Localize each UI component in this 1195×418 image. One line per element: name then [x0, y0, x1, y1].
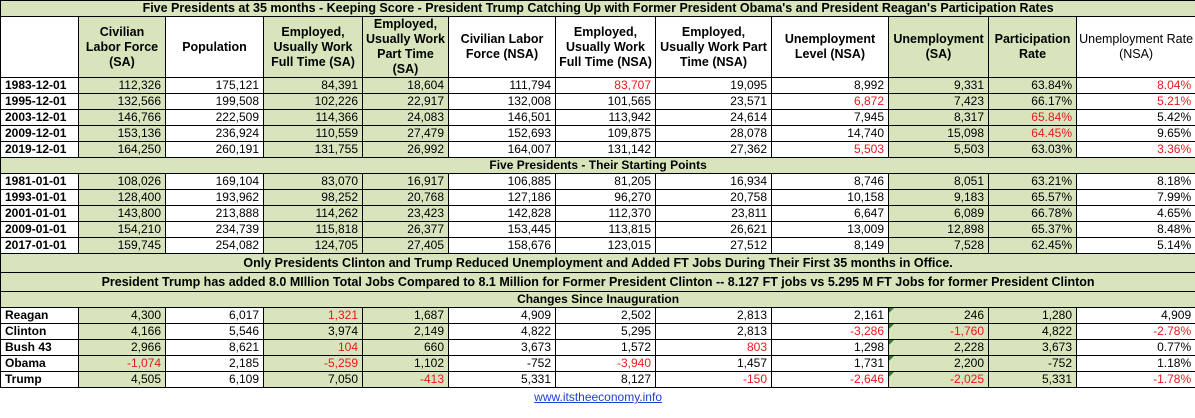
table-cell: 23,423 [363, 206, 449, 222]
table-cell: 236,924 [166, 126, 264, 142]
table-cell: 132,566 [79, 94, 166, 110]
table-cell: 128,400 [79, 190, 166, 206]
table-cell: 1,102 [363, 356, 449, 372]
table-cell: 8.18% [1077, 174, 1195, 190]
table-cell: 3.36% [1077, 142, 1195, 158]
table-cell: 5,546 [166, 324, 264, 340]
table-cell: 1.18% [1077, 356, 1195, 372]
table-cell: 0.77% [1077, 340, 1195, 356]
table-cell: 20,758 [656, 190, 772, 206]
table-row [1, 142, 1195, 158]
table-cell: 4.65% [1077, 206, 1195, 222]
table-cell: 6,647 [772, 206, 889, 222]
table-cell: 4,300 [79, 308, 166, 324]
table-cell: -1.78% [1077, 372, 1195, 388]
table-cell: 8,621 [166, 340, 264, 356]
table-cell: 1,731 [772, 356, 889, 372]
table-cell: 111,794 [449, 78, 556, 94]
table-cell: 131,755 [264, 142, 363, 158]
table-cell: 98,252 [264, 190, 363, 206]
table-cell: 6,017 [166, 308, 264, 324]
table-cell: 3,673 [989, 340, 1077, 356]
table-cell: 24,083 [363, 110, 449, 126]
row-label: 1983-12-01 [1, 78, 79, 94]
table-row [1, 356, 1195, 372]
table-cell: 8,051 [889, 174, 989, 190]
table-cell: -5,259 [264, 356, 363, 372]
table-cell: 109,875 [556, 126, 656, 142]
column-header: Employed, Usually Work Part Time (SA) [363, 17, 449, 78]
row-label: Trump [1, 372, 79, 388]
row-label: Obama [1, 356, 79, 372]
table-cell: 164,007 [449, 142, 556, 158]
column-header: Employed, Usually Work Full Time (SA) [264, 17, 363, 78]
header-blank [1, 17, 79, 78]
table-cell: 16,934 [656, 174, 772, 190]
column-header: Participation Rate [989, 17, 1077, 78]
table-cell: -1,074 [79, 356, 166, 372]
table-row [1, 110, 1195, 126]
table-cell: 115,818 [264, 222, 363, 238]
table-cell: 127,186 [449, 190, 556, 206]
table-cell: 81,205 [556, 174, 656, 190]
changes-section-label: Changes Since Inauguration [1, 292, 1195, 308]
table-cell: 153,136 [79, 126, 166, 142]
table-cell: 169,104 [166, 174, 264, 190]
footer-row [1, 388, 1195, 408]
table-cell: 254,082 [166, 238, 264, 254]
table-cell: 27,405 [363, 238, 449, 254]
column-header: Civilian Labor Force (SA) [79, 17, 166, 78]
table-cell: 1,280 [989, 308, 1077, 324]
table-cell: 7,528 [889, 238, 989, 254]
table-cell: 1,572 [556, 340, 656, 356]
table-cell: 9,331 [889, 78, 989, 94]
table-cell: 6,872 [772, 94, 889, 110]
table-row [1, 190, 1195, 206]
table-cell: 113,942 [556, 110, 656, 126]
table-cell: 22,917 [363, 94, 449, 110]
table-cell: 146,766 [79, 110, 166, 126]
table-cell: 23,571 [656, 94, 772, 110]
table-cell: 65.37% [989, 222, 1077, 238]
table-cell: 10,158 [772, 190, 889, 206]
title-row [1, 1, 1195, 17]
table-cell: 803 [656, 340, 772, 356]
table-cell: -1,760 [889, 324, 989, 340]
table-cell: 15,098 [889, 126, 989, 142]
table-cell: 131,142 [556, 142, 656, 158]
row-label: Bush 43 [1, 340, 79, 356]
table-cell: 193,962 [166, 190, 264, 206]
row-label: 2009-12-01 [1, 126, 79, 142]
table-cell: 4,909 [1077, 308, 1195, 324]
table-cell: 2,813 [656, 324, 772, 340]
table-cell: 260,191 [166, 142, 264, 158]
row-label: 2009-01-01 [1, 222, 79, 238]
table-cell: 164,250 [79, 142, 166, 158]
table-cell: -752 [989, 356, 1077, 372]
table-cell: 13,009 [772, 222, 889, 238]
note-text: President Trump has added 8.0 MIllion Total Jobs Compared to 8.1 Million for Former President Clinton -- 8.127 FT jobs vs 5.295 M FT Jobs for former President Clinton [1, 273, 1195, 292]
starting-points-section [1, 158, 1195, 174]
table-cell: 5.14% [1077, 238, 1195, 254]
column-header: Unemployment Level (NSA) [772, 17, 889, 78]
table-cell: 2,502 [556, 308, 656, 324]
note-text: Only Presidents Clinton and Trump Reduced Unemployment and Added FT Jobs During Their First 35 months in Office. [1, 254, 1195, 273]
table-cell: 83,707 [556, 78, 656, 94]
table-cell: 108,026 [79, 174, 166, 190]
table-cell: 19,095 [656, 78, 772, 94]
table-cell: 8.48% [1077, 222, 1195, 238]
table-cell: 234,739 [166, 222, 264, 238]
table-cell: -2,646 [772, 372, 889, 388]
column-header: Employed, Usually Work Part Time (NSA) [656, 17, 772, 78]
table-cell: 104 [264, 340, 363, 356]
header-row [1, 17, 1195, 78]
table-cell: 159,745 [79, 238, 166, 254]
table-cell: 66.17% [989, 94, 1077, 110]
table-row [1, 126, 1195, 142]
table-cell: 2,813 [656, 308, 772, 324]
table-cell: 2,149 [363, 324, 449, 340]
table-cell: -2,025 [889, 372, 989, 388]
note-row [1, 254, 1195, 273]
table-cell: 101,565 [556, 94, 656, 110]
table-cell: 132,008 [449, 94, 556, 110]
table-cell: 4,909 [449, 308, 556, 324]
table-cell: 18,604 [363, 78, 449, 94]
changes-section [1, 292, 1195, 308]
table-cell: 8.04% [1077, 78, 1195, 94]
table-cell: 4,822 [989, 324, 1077, 340]
table-cell: 8,992 [772, 78, 889, 94]
table-cell: -150 [656, 372, 772, 388]
table-row [1, 340, 1195, 356]
table-cell: 2,200 [889, 356, 989, 372]
table-cell: 27,362 [656, 142, 772, 158]
column-header: Civilian Labor Force (NSA) [449, 17, 556, 78]
table-cell: 5.42% [1077, 110, 1195, 126]
table-cell: 143,800 [79, 206, 166, 222]
table-cell: 1,687 [363, 308, 449, 324]
table-cell: 113,815 [556, 222, 656, 238]
table-row [1, 78, 1195, 94]
table-cell: 1,298 [772, 340, 889, 356]
row-label: 2001-01-01 [1, 206, 79, 222]
row-label: Reagan [1, 308, 79, 324]
table-cell: 2,161 [772, 308, 889, 324]
column-header: Employed, Usually Work Full Time (NSA) [556, 17, 656, 78]
table-cell: 65.84% [989, 110, 1077, 126]
table-cell: 4,505 [79, 372, 166, 388]
table-cell: 7.99% [1077, 190, 1195, 206]
table-cell: 84,391 [264, 78, 363, 94]
table-cell: 5,503 [889, 142, 989, 158]
column-header: Unemployment (SA) [889, 17, 989, 78]
table-row [1, 222, 1195, 238]
table-row [1, 206, 1195, 222]
table-cell: 246 [889, 308, 989, 324]
table-cell: 106,885 [449, 174, 556, 190]
table-cell: 26,377 [363, 222, 449, 238]
table-cell: 9.65% [1077, 126, 1195, 142]
table-cell: 26,621 [656, 222, 772, 238]
table-cell: 20,768 [363, 190, 449, 206]
table-cell: 5,331 [449, 372, 556, 388]
table-cell: 3,673 [449, 340, 556, 356]
table-cell: 6,109 [166, 372, 264, 388]
table-cell: 2,228 [889, 340, 989, 356]
table-cell: 28,078 [656, 126, 772, 142]
table-cell: 114,366 [264, 110, 363, 126]
table-cell: 66.78% [989, 206, 1077, 222]
row-label: 1993-01-01 [1, 190, 79, 206]
table-cell: -752 [449, 356, 556, 372]
table-cell: 12,898 [889, 222, 989, 238]
table-cell: 9,183 [889, 190, 989, 206]
table-cell: -3,286 [772, 324, 889, 340]
table-cell: 112,326 [79, 78, 166, 94]
table-cell: 222,509 [166, 110, 264, 126]
website-link[interactable]: www.itstheeconomy.info [534, 390, 662, 405]
table-row [1, 94, 1195, 110]
row-label: 2019-12-01 [1, 142, 79, 158]
table-cell: 8,746 [772, 174, 889, 190]
table-cell: 27,512 [656, 238, 772, 254]
table-cell: 63.21% [989, 174, 1077, 190]
table-cell: 5,503 [772, 142, 889, 158]
table-cell: 24,614 [656, 110, 772, 126]
table-cell: 7,050 [264, 372, 363, 388]
table-cell: 175,121 [166, 78, 264, 94]
table-cell: 96,270 [556, 190, 656, 206]
column-header: Unemployment Rate (NSA) [1077, 17, 1195, 78]
footer-cell [1, 388, 1195, 408]
row-label: Clinton [1, 324, 79, 340]
sheet-title: Five Presidents at 35 months - Keeping Score - President Trump Catching Up with Former President Obama's and President Reagan's Participation Rates [1, 1, 1195, 17]
table-cell: 146,501 [449, 110, 556, 126]
table-cell: 154,210 [79, 222, 166, 238]
row-label: 1995-12-01 [1, 94, 79, 110]
table-cell: 152,693 [449, 126, 556, 142]
table-cell: 110,559 [264, 126, 363, 142]
table-cell: 142,828 [449, 206, 556, 222]
table-cell: 1,321 [264, 308, 363, 324]
table-cell: 158,676 [449, 238, 556, 254]
table-cell: 63.03% [989, 142, 1077, 158]
table-cell: 112,370 [556, 206, 656, 222]
table-cell: 4,166 [79, 324, 166, 340]
row-label: 2003-12-01 [1, 110, 79, 126]
table-cell: 8,149 [772, 238, 889, 254]
table-cell: 5,295 [556, 324, 656, 340]
table-cell: 26,992 [363, 142, 449, 158]
table-cell: 114,262 [264, 206, 363, 222]
note-row [1, 273, 1195, 292]
table-cell: 5.21% [1077, 94, 1195, 110]
table-cell: 2,966 [79, 340, 166, 356]
table-cell: 16,917 [363, 174, 449, 190]
table-cell: -2.78% [1077, 324, 1195, 340]
table-cell: 65.57% [989, 190, 1077, 206]
starting-points-section-label: Five Presidents - Their Starting Points [1, 158, 1195, 174]
table-row [1, 372, 1195, 388]
table-row [1, 308, 1195, 324]
table-cell: 199,508 [166, 94, 264, 110]
table-cell: 14,740 [772, 126, 889, 142]
table-cell: 23,811 [656, 206, 772, 222]
table-cell: 102,226 [264, 94, 363, 110]
table-cell: 6,089 [889, 206, 989, 222]
table-cell: 2,185 [166, 356, 264, 372]
table-cell: 4,822 [449, 324, 556, 340]
table-cell: 27,479 [363, 126, 449, 142]
table-cell: 213,888 [166, 206, 264, 222]
table-cell: 7,945 [772, 110, 889, 126]
table-cell: 3,974 [264, 324, 363, 340]
table-cell: 8,317 [889, 110, 989, 126]
row-label: 2017-01-01 [1, 238, 79, 254]
table-cell: 153,445 [449, 222, 556, 238]
row-label: 1981-01-01 [1, 174, 79, 190]
table-row [1, 238, 1195, 254]
table-cell: 7,423 [889, 94, 989, 110]
table-cell: 1,457 [656, 356, 772, 372]
table-cell: -3,940 [556, 356, 656, 372]
table-cell: 124,705 [264, 238, 363, 254]
table-cell: 8,127 [556, 372, 656, 388]
table-cell: -413 [363, 372, 449, 388]
table-row [1, 174, 1195, 190]
table-cell: 83,070 [264, 174, 363, 190]
table-cell: 660 [363, 340, 449, 356]
table-cell: 64.45% [989, 126, 1077, 142]
table-cell: 63.84% [989, 78, 1077, 94]
table-cell: 123,015 [556, 238, 656, 254]
table-row [1, 324, 1195, 340]
table-cell: 62.45% [989, 238, 1077, 254]
column-header: Population [166, 17, 264, 78]
table-cell: 5,331 [989, 372, 1077, 388]
